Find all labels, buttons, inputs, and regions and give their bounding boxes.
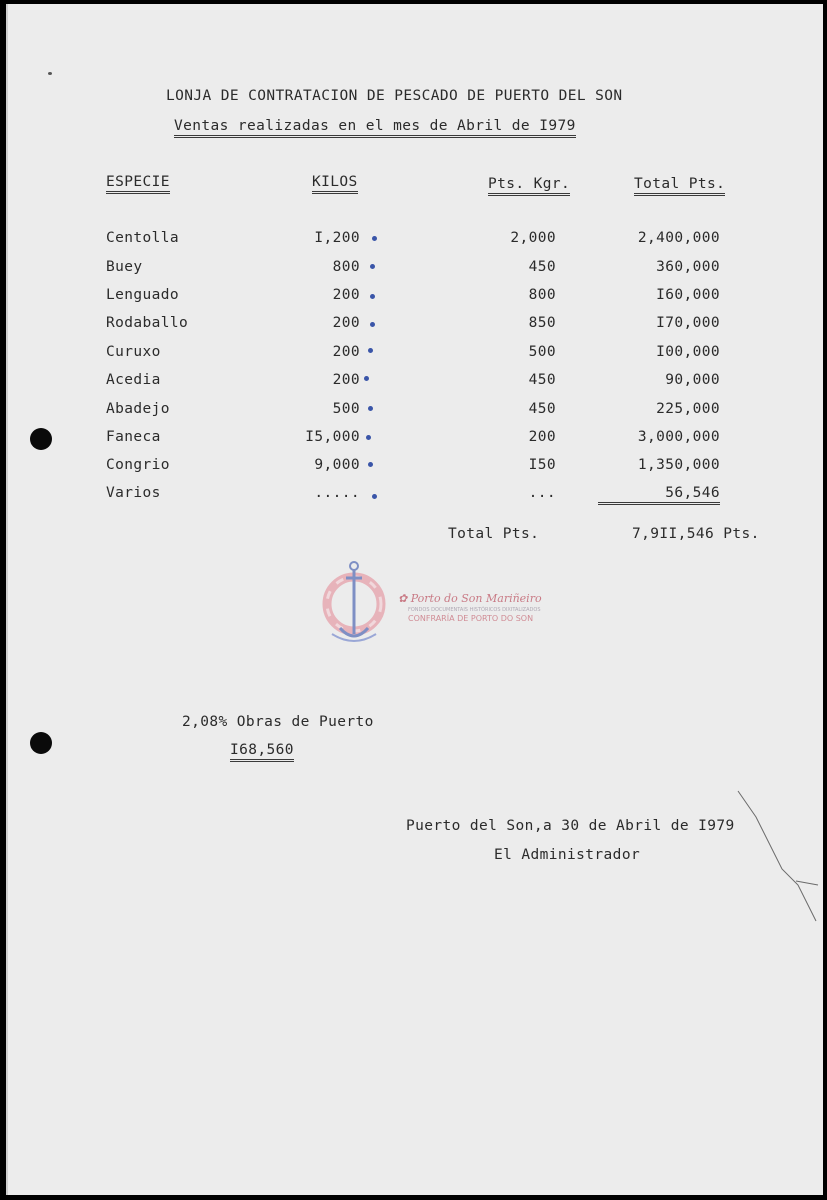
punch-hole-bottom bbox=[30, 732, 52, 754]
row-pts-kgr: 850 bbox=[528, 315, 556, 331]
row-especie: Varios bbox=[106, 485, 161, 501]
check-mark bbox=[372, 236, 377, 241]
document-sheet bbox=[6, 4, 823, 1195]
col-header-pts-kgr: Pts. Kgr. bbox=[488, 176, 570, 196]
row-especie: Abadejo bbox=[106, 401, 170, 417]
row-pts-kgr: ... bbox=[528, 485, 556, 501]
row-pts-kgr: 500 bbox=[528, 344, 556, 360]
row-especie: Rodaballo bbox=[106, 315, 189, 331]
row-total: I70,000 bbox=[656, 315, 720, 331]
col-header-total-pts: Total Pts. bbox=[634, 176, 725, 196]
row-total: 2,400,000 bbox=[637, 230, 720, 246]
row-total: I60,000 bbox=[656, 287, 720, 303]
row-total: 56,546 bbox=[598, 485, 720, 505]
row-pts-kgr: 200 bbox=[528, 429, 556, 445]
check-mark bbox=[370, 264, 375, 269]
row-kilos: 200 bbox=[332, 287, 360, 303]
row-pts-kgr: 450 bbox=[528, 401, 556, 417]
col-header-kilos: KILOS bbox=[312, 174, 358, 194]
row-pts-kgr: 2,000 bbox=[510, 230, 556, 246]
check-mark bbox=[364, 376, 369, 381]
row-especie: Buey bbox=[106, 259, 143, 275]
row-kilos: I5,000 bbox=[305, 429, 360, 445]
row-especie: Centolla bbox=[106, 230, 180, 246]
check-mark bbox=[368, 462, 373, 467]
archive-stamp bbox=[320, 556, 542, 651]
row-total: I00,000 bbox=[656, 344, 720, 360]
grand-total-value: 7,9II,546 Pts. bbox=[632, 526, 760, 542]
row-total: 1,350,000 bbox=[637, 457, 720, 473]
punch-hole-top bbox=[30, 428, 52, 450]
obras-label: 2,08% Obras de Puerto bbox=[182, 714, 374, 730]
anchor-lifebuoy-icon bbox=[320, 556, 400, 651]
row-kilos: 200 bbox=[332, 372, 360, 388]
row-pts-kgr: 450 bbox=[528, 372, 556, 388]
row-pts-kgr: 800 bbox=[528, 287, 556, 303]
signer-title: El Administrador bbox=[494, 847, 641, 863]
check-mark bbox=[368, 406, 373, 411]
row-kilos: 500 bbox=[332, 401, 360, 417]
col-header-especie: ESPECIE bbox=[106, 174, 170, 194]
row-total: 225,000 bbox=[656, 401, 720, 417]
check-mark bbox=[366, 435, 371, 440]
row-kilos: ..... bbox=[314, 485, 360, 501]
check-mark bbox=[370, 322, 375, 327]
document-title: LONJA DE CONTRATACION DE PESCADO DE PUERTO DEL SON bbox=[166, 88, 623, 104]
row-kilos: 800 bbox=[332, 259, 360, 275]
stamp-line-2: CONFRARÍA DE PORTO DO SON bbox=[408, 614, 534, 623]
check-mark bbox=[372, 494, 377, 499]
row-total: 360,000 bbox=[656, 259, 720, 275]
row-pts-kgr: I50 bbox=[528, 457, 556, 473]
row-total: 90,000 bbox=[665, 372, 720, 388]
check-mark bbox=[370, 294, 375, 299]
row-especie: Curuxo bbox=[106, 344, 161, 360]
row-kilos: 200 bbox=[332, 344, 360, 360]
check-mark bbox=[368, 348, 373, 353]
row-pts-kgr: 450 bbox=[528, 259, 556, 275]
stamp-brand: ✿ Porto do Son Mariñeiro bbox=[398, 592, 542, 605]
stamp-line-1: FONDOS DOCUMENTAIS HISTÓRICOS DIXITALIZADOS bbox=[408, 607, 541, 613]
row-kilos: 9,000 bbox=[314, 457, 360, 473]
ink-speck bbox=[48, 72, 52, 75]
row-especie: Faneca bbox=[106, 429, 161, 445]
row-especie: Acedia bbox=[106, 372, 161, 388]
document-subtitle: Ventas realizadas en el mes de Abril de I979 bbox=[174, 118, 576, 138]
row-especie: Congrio bbox=[106, 457, 170, 473]
stamp-brand-text: Porto do Son Mariñeiro bbox=[410, 592, 542, 605]
row-total: 3,000,000 bbox=[637, 429, 720, 445]
row-especie: Lenguado bbox=[106, 287, 180, 303]
grand-total-label: Total Pts. bbox=[448, 526, 540, 542]
row-kilos: 200 bbox=[332, 315, 360, 331]
row-kilos: I,200 bbox=[314, 230, 360, 246]
paper-crease-mark bbox=[736, 789, 826, 929]
obras-value: I68,560 bbox=[230, 742, 294, 762]
place-date: Puerto del Son,a 30 de Abril de I979 bbox=[406, 818, 735, 834]
